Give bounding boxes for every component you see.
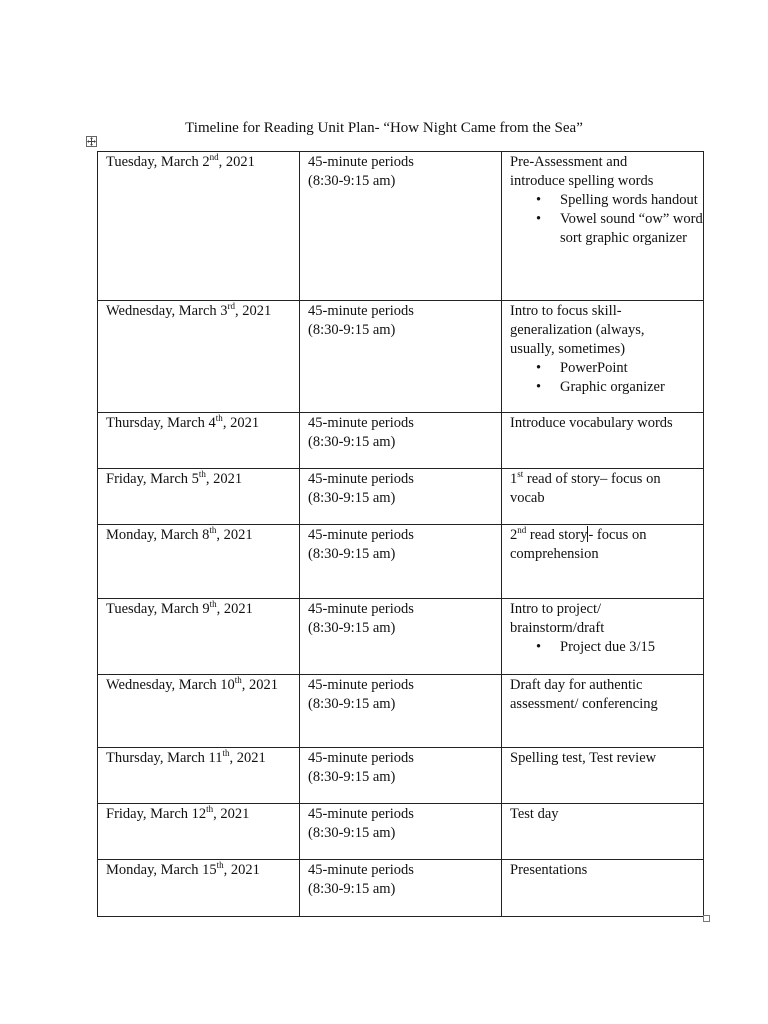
activity-text: Pre-Assessment and: [510, 154, 628, 170]
table-row: [98, 804, 704, 860]
activity-cell[interactable]: Spelling test, Test review: [502, 748, 704, 804]
table-row: [98, 301, 704, 413]
activity-text: brainstorm/draft: [510, 620, 605, 636]
date-cell[interactable]: Friday, March 12th, 2021: [98, 804, 300, 860]
activity-cell[interactable]: 2nd read story- focus on comprehension: [502, 525, 704, 599]
date-cell[interactable]: Thursday, March 4th, 2021: [98, 413, 300, 469]
table-row: [98, 413, 704, 469]
period-cell[interactable]: 45-minute periods (8:30-9:15 am): [300, 413, 502, 469]
period-cell[interactable]: 45-minute periods (8:30-9:15 am): [300, 860, 502, 917]
period-cell[interactable]: 45-minute periods (8:30-9:15 am): [300, 525, 502, 599]
bullet-item: • Project due 3/15: [560, 638, 703, 657]
date-cell[interactable]: Wednesday, March 10th, 2021: [98, 675, 300, 748]
activity-text: Intro to project/: [510, 601, 602, 617]
period-cell[interactable]: 45-minute periods (8:30-9:15 am): [300, 804, 502, 860]
activity-text: usually, sometimes): [510, 341, 626, 357]
bullet-item: • Graphic organizer: [560, 378, 703, 397]
period-cell[interactable]: 45-minute periods (8:30-9:15 am): [300, 469, 502, 525]
activity-cell[interactable]: Introduce vocabulary words: [502, 413, 704, 469]
bullet-item: • Spelling words handout: [560, 191, 703, 210]
table-row: [98, 152, 704, 301]
date-cell[interactable]: Thursday, March 11th, 2021: [98, 748, 300, 804]
activity-cell[interactable]: Presentations: [502, 860, 704, 917]
activity-cell[interactable]: [502, 599, 704, 675]
period-cell[interactable]: 45-minute periods (8:30-9:15 am): [300, 599, 502, 675]
activity-text: generalization (always,: [510, 322, 645, 338]
date-cell[interactable]: Monday, March 8th, 2021: [98, 525, 300, 599]
activity-cell[interactable]: [502, 301, 704, 413]
period-cell[interactable]: 45-minute periods (8:30-9:15 am): [300, 301, 502, 413]
period-cell[interactable]: 45-minute periods (8:30-9:15 am): [300, 152, 502, 301]
document-title: Timeline for Reading Unit Plan- “How Night Came from the Sea”: [185, 120, 583, 136]
activity-cell[interactable]: [502, 152, 704, 301]
table-row: [98, 599, 704, 675]
bullet-item: • PowerPoint: [560, 359, 703, 378]
table-row: [98, 525, 704, 599]
table-row: [98, 860, 704, 917]
activity-text: Intro to focus skill-: [510, 303, 622, 319]
date-cell[interactable]: Tuesday, March 9th, 2021: [98, 599, 300, 675]
period-cell[interactable]: 45-minute periods (8:30-9:15 am): [300, 675, 502, 748]
activity-cell[interactable]: Draft day for authentic assessment/ conferencing: [502, 675, 704, 748]
table-row: [98, 675, 704, 748]
table-move-handle-icon[interactable]: [86, 136, 97, 147]
table-resize-handle[interactable]: [703, 915, 710, 922]
period-cell[interactable]: 45-minute periods (8:30-9:15 am): [300, 748, 502, 804]
activity-cell[interactable]: Test day: [502, 804, 704, 860]
date-cell[interactable]: Friday, March 5th, 2021: [98, 469, 300, 525]
table-row: [98, 469, 704, 525]
timeline-table: [97, 151, 704, 917]
activity-cell[interactable]: 1st read of story– focus on vocab: [502, 469, 704, 525]
bullet-item: • Vowel sound “ow” word sort graphic organizer: [560, 210, 703, 248]
activity-text: introduce spelling words: [510, 173, 654, 189]
date-cell[interactable]: Monday, March 15th, 2021: [98, 860, 300, 917]
date-cell[interactable]: Wednesday, March 3rd, 2021: [98, 301, 300, 413]
table-row: [98, 748, 704, 804]
date-cell[interactable]: Tuesday, March 2nd, 2021: [98, 152, 300, 301]
